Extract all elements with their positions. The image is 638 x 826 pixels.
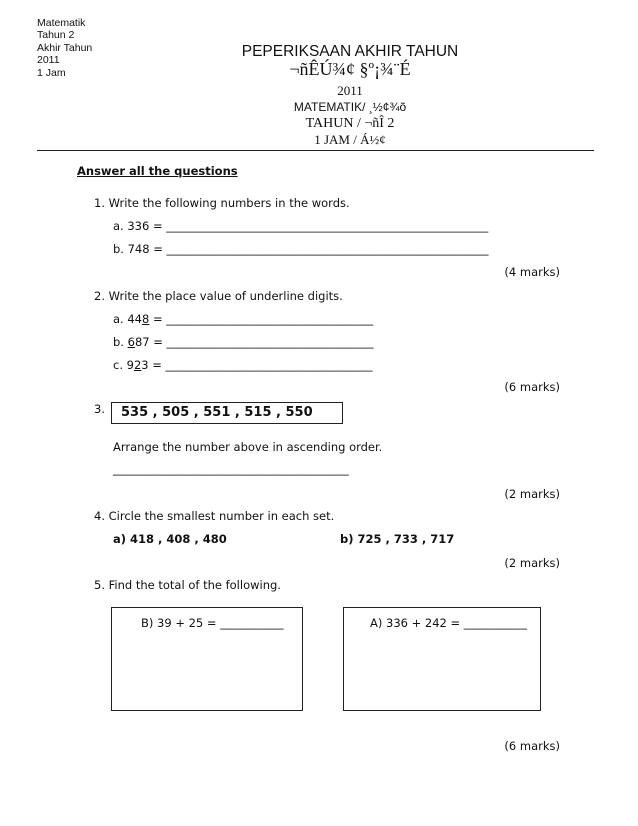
question-2a-suffix: = ____________________________________: [149, 312, 374, 326]
question-3-marks: (2 marks): [504, 487, 560, 501]
exam-year: 2011: [337, 83, 363, 98]
corner-subject: Matematik: [37, 17, 86, 29]
question-1-marks: (4 marks): [504, 265, 560, 279]
question-4b: b) 725 , 733 , 717: [340, 532, 455, 546]
question-2b: [113, 335, 374, 349]
exam-title: PEPERIKSAAN AKHIR TAHUN: [241, 43, 459, 60]
underlined-digit: 2: [133, 358, 142, 372]
question-1b: b. 748 = ________________________________________________________: [113, 242, 489, 256]
question-2b-prefix: b.: [113, 335, 128, 349]
instruction: Answer all the questions: [77, 164, 238, 178]
answer-line: _________________________________________: [113, 462, 349, 476]
question-2-marks: (6 marks): [504, 380, 560, 394]
question-4: 4. Circle the smallest number in each set.: [94, 509, 335, 523]
question-3-number: 3.: [94, 402, 105, 416]
question-1a: a. 336 = ________________________________________________________: [113, 219, 489, 233]
corner-duration: 1 Jam: [37, 66, 66, 79]
question-2: 2. Write the place value of underline digits.: [94, 289, 343, 303]
question-2a-prefix: a. 44: [113, 312, 142, 326]
question-3: Arrange the number above in ascending order.: [113, 440, 383, 454]
sum-b: B) 39 + 25 = ___________: [141, 616, 284, 630]
underlined-digit: 6: [127, 335, 135, 349]
answer-box-b: [111, 607, 303, 711]
underlined-digit: 8: [142, 312, 150, 326]
answer-box-a: [343, 607, 541, 711]
question-2c-suffix: 3 = ____________________________________: [141, 358, 373, 372]
exam-duration: 1 JAM / Á½¢: [314, 132, 386, 147]
question-2b-suffix: 87 = ____________________________________: [134, 335, 374, 349]
question-1: 1. Write the following numbers in the words.: [94, 196, 350, 210]
header-divider: [37, 150, 594, 151]
question-4-marks: (2 marks): [504, 556, 560, 570]
exam-subject: MATEMATIK/ ¸½¢¾õ: [293, 100, 407, 114]
number-box: [111, 402, 343, 424]
corner-info: [37, 17, 92, 79]
sum-a: A) 336 + 242 = ___________: [370, 616, 528, 630]
corner-exam: Akhir Tahun: [37, 41, 93, 54]
question-2a: [113, 312, 373, 326]
exam-title-tamil: ¬ñÊÚ¾¢ §º¡¾¨É: [289, 59, 411, 79]
corner-year: 2011: [37, 54, 60, 67]
number-list: 535 , 505 , 551 , 515 , 550: [121, 405, 313, 420]
question-4a: a) 418 , 408 , 480: [113, 532, 227, 546]
exam-grade: TAHUN / ¬ñÎ 2: [305, 116, 395, 131]
question-2c-prefix: c. 9: [113, 358, 134, 372]
corner-grade: Tahun 2: [37, 29, 75, 42]
question-2c: [113, 358, 373, 372]
question-5-marks: (6 marks): [504, 739, 560, 753]
question-5: 5. Find the total of the following.: [94, 578, 281, 592]
